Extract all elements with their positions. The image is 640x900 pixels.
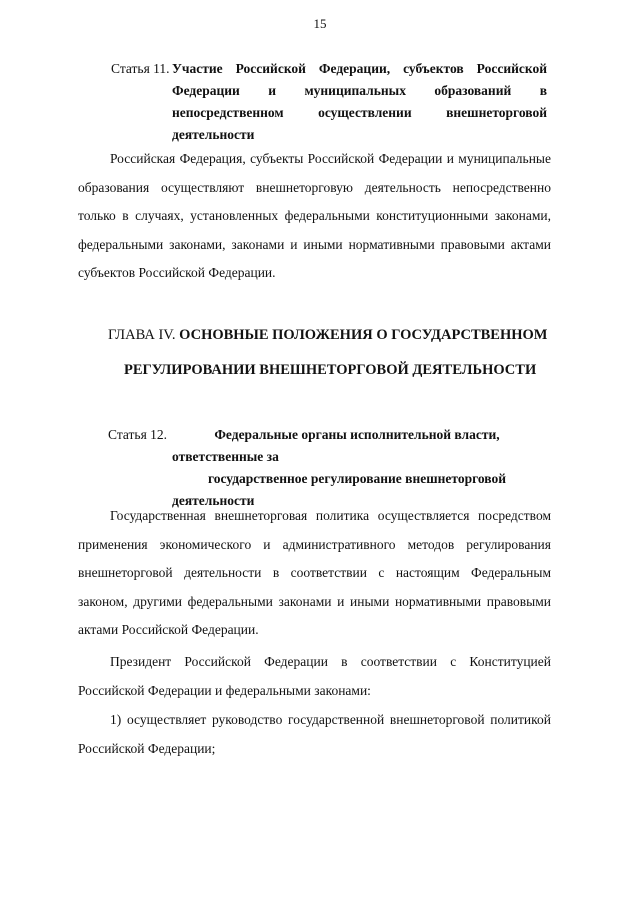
paragraph-article-11 (78, 145, 551, 288)
article-12-title-line2: государственное регулирование внешнеторговой деятельности (172, 471, 507, 508)
paragraph-text: Государственная внешнеторговая политика осуществляется посредством применения экономического и административного методов регулирования внешнеторговой деятельности в соответствии с настоящим Федеральным законом, другими федеральными законами и иными нормативными правовыми актами Российской Федерации. (78, 508, 551, 638)
paragraph-text: Российская Федерация, субъекты Российской Федерации и муниципальные образования осуществляют внешнеторговую деятельность непосредственно только в случаях, установленных федеральными конституционными законами, федеральными законами, законами и иными нормативными правовыми актами субъектов Российской Федерации. (78, 151, 551, 281)
paragraph-text: Президент Российской Федерации в соответствии с Конституцией Российской Федерации и федеральными законами: (78, 654, 551, 698)
paragraph-item-1 (78, 706, 551, 763)
article-12-prefix: Статья 12. (108, 427, 168, 442)
article-12-heading (108, 424, 544, 508)
chapter-title-line1: ОСНОВНЫЕ ПОЛОЖЕНИЯ О ГОСУДАРСТВЕННОМ (179, 327, 548, 343)
chapter-heading (108, 320, 548, 385)
paragraph-president (78, 648, 551, 705)
chapter-title-line2: РЕГУЛИРОВАНИИ ВНЕШНЕТОРГОВОЙ ДЕЯТЕЛЬНОСТИ (124, 362, 537, 378)
article-11-heading (111, 58, 551, 142)
paragraph-foreign-trade-policy (78, 502, 551, 645)
chapter-heading-line1 (108, 320, 548, 350)
article-12-title-line1: Федеральные органы исполнительной власти, ответственные за (172, 427, 500, 464)
article-11-prefix: Статья 11. (111, 61, 170, 76)
paragraph-text: 1) осуществляет руководство государственной внешнеторговой политикой Российской Федерации; (78, 712, 551, 756)
article-11-title: Участие Российской Федерации, субъектов Российской Федерации и муниципальных образований в непосредственном осуществлении внешнеторговой деятельности (172, 61, 547, 142)
article-12-title (172, 424, 542, 512)
chapter-label: ГЛАВА IV. (108, 327, 176, 343)
page-number: 15 (313, 16, 327, 31)
